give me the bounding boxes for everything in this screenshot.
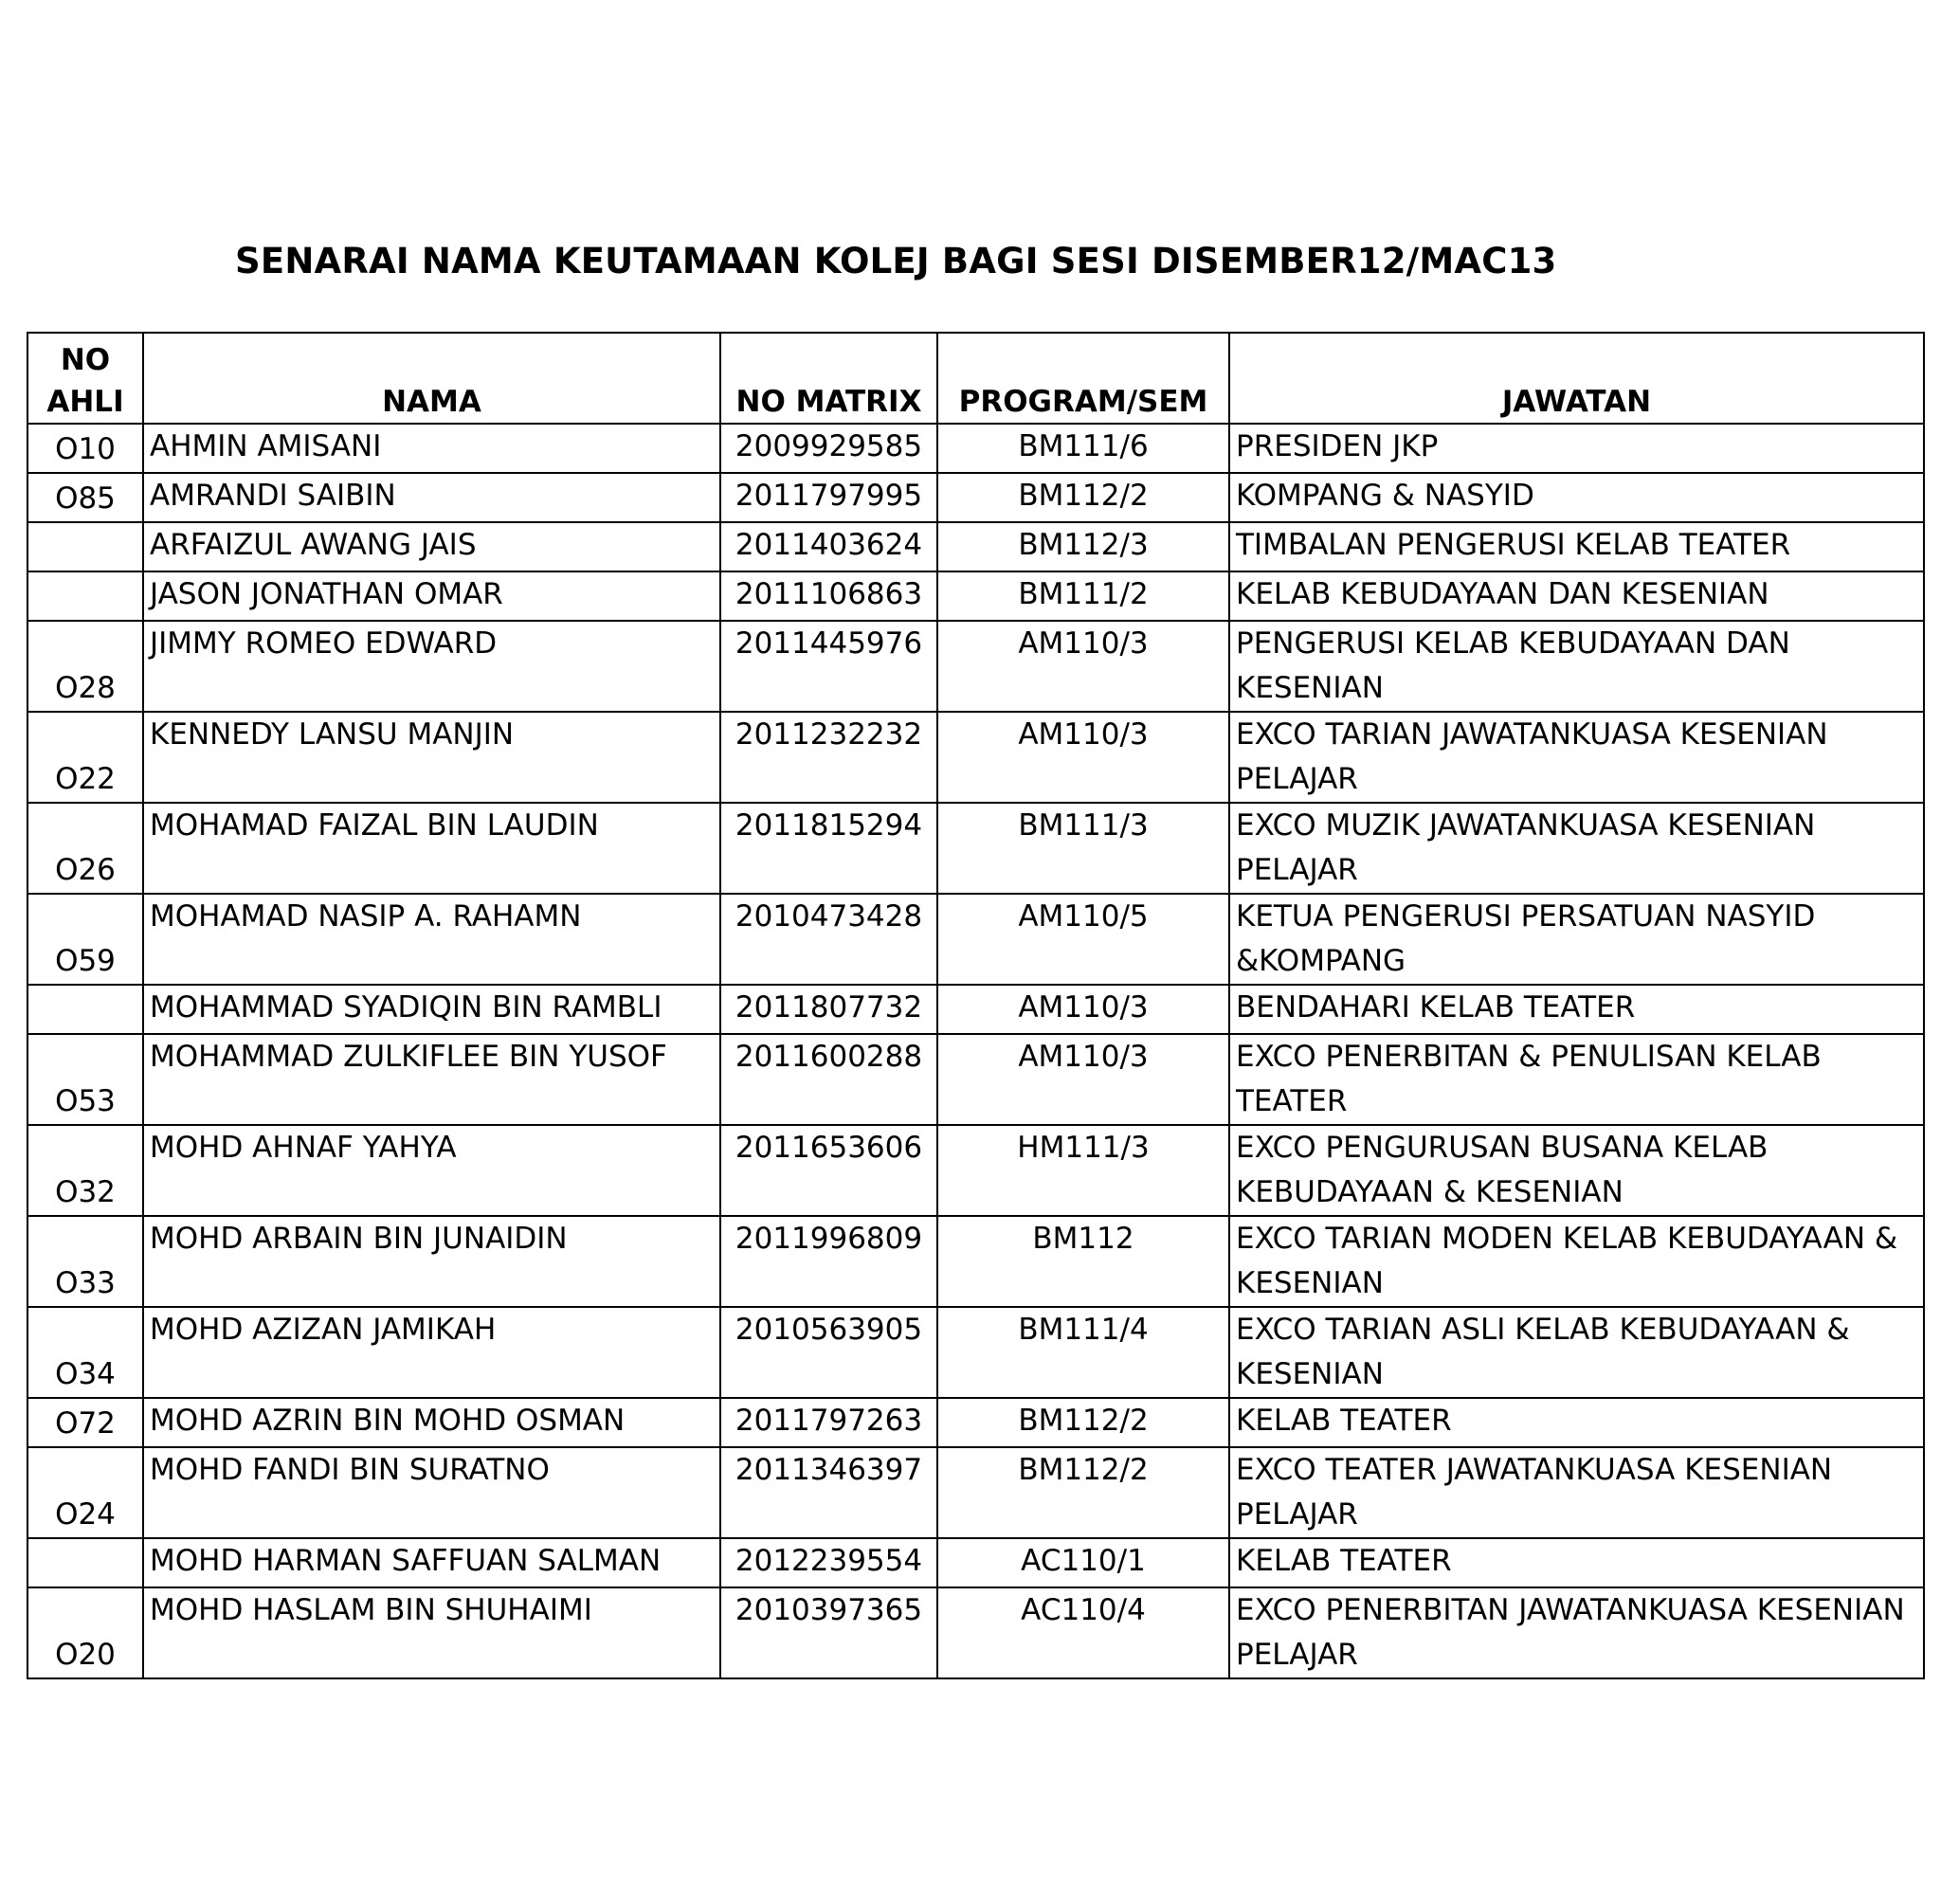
cell-nama: MOHAMAD FAIZAL BIN LAUDIN [143,803,720,894]
cell-jawatan: EXCO TEATER JAWATANKUASA KESENIAN PELAJAR [1229,1447,1924,1538]
table-row [27,1447,1924,1538]
cell-jawatan: EXCO MUZIK JAWATANKUASA KESENIAN PELAJAR [1229,803,1924,894]
table-row [27,1216,1924,1307]
cell-nama: MOHAMMAD ZULKIFLEE BIN YUSOF [143,1034,720,1125]
cell-no-ahli [27,1538,143,1587]
cell-no-matrix: 2011653606 [720,1125,937,1216]
cell-no-matrix: 2010397365 [720,1587,937,1678]
table-row [27,424,1924,473]
cell-nama: MOHAMAD NASIP A. RAHAMN [143,894,720,985]
cell-program-sem: BM112 [937,1216,1229,1307]
cell-jawatan: EXCO PENERBITAN JAWATANKUASA KESENIAN PELAJAR [1229,1587,1924,1678]
table-row [27,985,1924,1034]
cell-nama: MOHD AZIZAN JAMIKAH [143,1307,720,1398]
cell-no-matrix: 2011797263 [720,1398,937,1447]
members-table [27,332,1925,1679]
cell-nama: KENNEDY LANSU MANJIN [143,712,720,803]
table-row [27,1307,1924,1398]
cell-nama: MOHD AZRIN BIN MOHD OSMAN [143,1398,720,1447]
cell-no-ahli: O53 [27,1034,143,1125]
cell-no-matrix: 2010473428 [720,894,937,985]
cell-no-matrix: 2010563905 [720,1307,937,1398]
cell-nama: JIMMY ROMEO EDWARD [143,621,720,712]
cell-jawatan: KELAB KEBUDAYAAN DAN KESENIAN [1229,571,1924,621]
cell-no-matrix: 2011797995 [720,473,937,522]
cell-jawatan: PENGERUSI KELAB KEBUDAYAAN DAN KESENIAN [1229,621,1924,712]
table-row [27,894,1924,985]
cell-nama: MOHAMMAD SYADIQIN BIN RAMBLI [143,985,720,1034]
cell-jawatan: BENDAHARI KELAB TEATER [1229,985,1924,1034]
cell-nama: AMRANDI SAIBIN [143,473,720,522]
cell-program-sem: BM112/3 [937,522,1229,571]
cell-nama: JASON JONATHAN OMAR [143,571,720,621]
cell-jawatan: EXCO PENGURUSAN BUSANA KELAB KEBUDAYAAN & KESENIAN [1229,1125,1924,1216]
cell-no-ahli: O33 [27,1216,143,1307]
cell-jawatan: EXCO TARIAN ASLI KELAB KEBUDAYAAN & KESENIAN [1229,1307,1924,1398]
cell-no-matrix: 2011106863 [720,571,937,621]
cell-nama: ARFAIZUL AWANG JAIS [143,522,720,571]
cell-no-ahli: O34 [27,1307,143,1398]
cell-program-sem: AC110/4 [937,1587,1229,1678]
cell-no-matrix: 2011445976 [720,621,937,712]
cell-jawatan: PRESIDEN JKP [1229,424,1924,473]
table-row [27,522,1924,571]
table-row [27,1538,1924,1587]
cell-no-matrix: 2012239554 [720,1538,937,1587]
cell-no-ahli: O24 [27,1447,143,1538]
cell-nama: MOHD AHNAF YAHYA [143,1125,720,1216]
cell-jawatan: EXCO TARIAN MODEN KELAB KEBUDAYAAN & KESENIAN [1229,1216,1924,1307]
cell-jawatan: EXCO PENERBITAN & PENULISAN KELAB TEATER [1229,1034,1924,1125]
header-program-sem: PROGRAM/SEM [937,333,1229,424]
cell-no-matrix: 2011403624 [720,522,937,571]
cell-jawatan: KELAB TEATER [1229,1398,1924,1447]
cell-program-sem: AM110/3 [937,985,1229,1034]
cell-jawatan: KOMPANG & NASYID [1229,473,1924,522]
cell-program-sem: BM111/2 [937,571,1229,621]
cell-jawatan: TIMBALAN PENGERUSI KELAB TEATER [1229,522,1924,571]
cell-program-sem: AM110/3 [937,712,1229,803]
cell-nama: MOHD FANDI BIN SURATNO [143,1447,720,1538]
cell-program-sem: BM112/2 [937,473,1229,522]
header-nama: NAMA [143,333,720,424]
header-no-matrix: NO MATRIX [720,333,937,424]
cell-program-sem: AM110/5 [937,894,1229,985]
table-row [27,621,1924,712]
table-row [27,1398,1924,1447]
table-body [27,424,1924,1678]
cell-program-sem: BM111/3 [937,803,1229,894]
cell-no-ahli: O59 [27,894,143,985]
cell-nama: AHMIN AMISANI [143,424,720,473]
cell-no-ahli: O28 [27,621,143,712]
table-row [27,571,1924,621]
cell-no-ahli [27,522,143,571]
table-row [27,803,1924,894]
cell-program-sem: BM112/2 [937,1447,1229,1538]
table-row [27,473,1924,522]
cell-no-ahli [27,571,143,621]
cell-no-matrix: 2009929585 [720,424,937,473]
cell-nama: MOHD HARMAN SAFFUAN SALMAN [143,1538,720,1587]
cell-program-sem: AM110/3 [937,1034,1229,1125]
cell-program-sem: BM111/6 [937,424,1229,473]
cell-program-sem: AM110/3 [937,621,1229,712]
cell-no-matrix: 2011815294 [720,803,937,894]
table-row [27,1125,1924,1216]
header-jawatan: JAWATAN [1229,333,1924,424]
cell-jawatan: KELAB TEATER [1229,1538,1924,1587]
cell-no-ahli: O10 [27,424,143,473]
cell-program-sem: HM111/3 [937,1125,1229,1216]
table-row [27,712,1924,803]
cell-program-sem: BM112/2 [937,1398,1229,1447]
cell-no-matrix: 2011807732 [720,985,937,1034]
cell-no-ahli [27,985,143,1034]
cell-program-sem: BM111/4 [937,1307,1229,1398]
document-title: SENARAI NAMA KEUTAMAAN KOLEJ BAGI SESI DISEMBER12/MAC13 [235,241,1557,281]
table-row [27,1034,1924,1125]
cell-no-ahli: O85 [27,473,143,522]
cell-no-ahli: O32 [27,1125,143,1216]
cell-no-matrix: 2011600288 [720,1034,937,1125]
cell-no-matrix: 2011346397 [720,1447,937,1538]
table-row [27,1587,1924,1678]
cell-nama: MOHD HASLAM BIN SHUHAIMI [143,1587,720,1678]
cell-program-sem: AC110/1 [937,1538,1229,1587]
header-no-ahli: NO AHLI [27,333,143,424]
cell-no-ahli: O72 [27,1398,143,1447]
cell-no-matrix: 2011232232 [720,712,937,803]
cell-no-matrix: 2011996809 [720,1216,937,1307]
cell-no-ahli: O26 [27,803,143,894]
cell-no-ahli: O20 [27,1587,143,1678]
header-row [27,333,1924,424]
cell-nama: MOHD ARBAIN BIN JUNAIDIN [143,1216,720,1307]
cell-jawatan: EXCO TARIAN JAWATANKUASA KESENIAN PELAJAR [1229,712,1924,803]
cell-jawatan: KETUA PENGERUSI PERSATUAN NASYID &KOMPANG [1229,894,1924,985]
cell-no-ahli: O22 [27,712,143,803]
